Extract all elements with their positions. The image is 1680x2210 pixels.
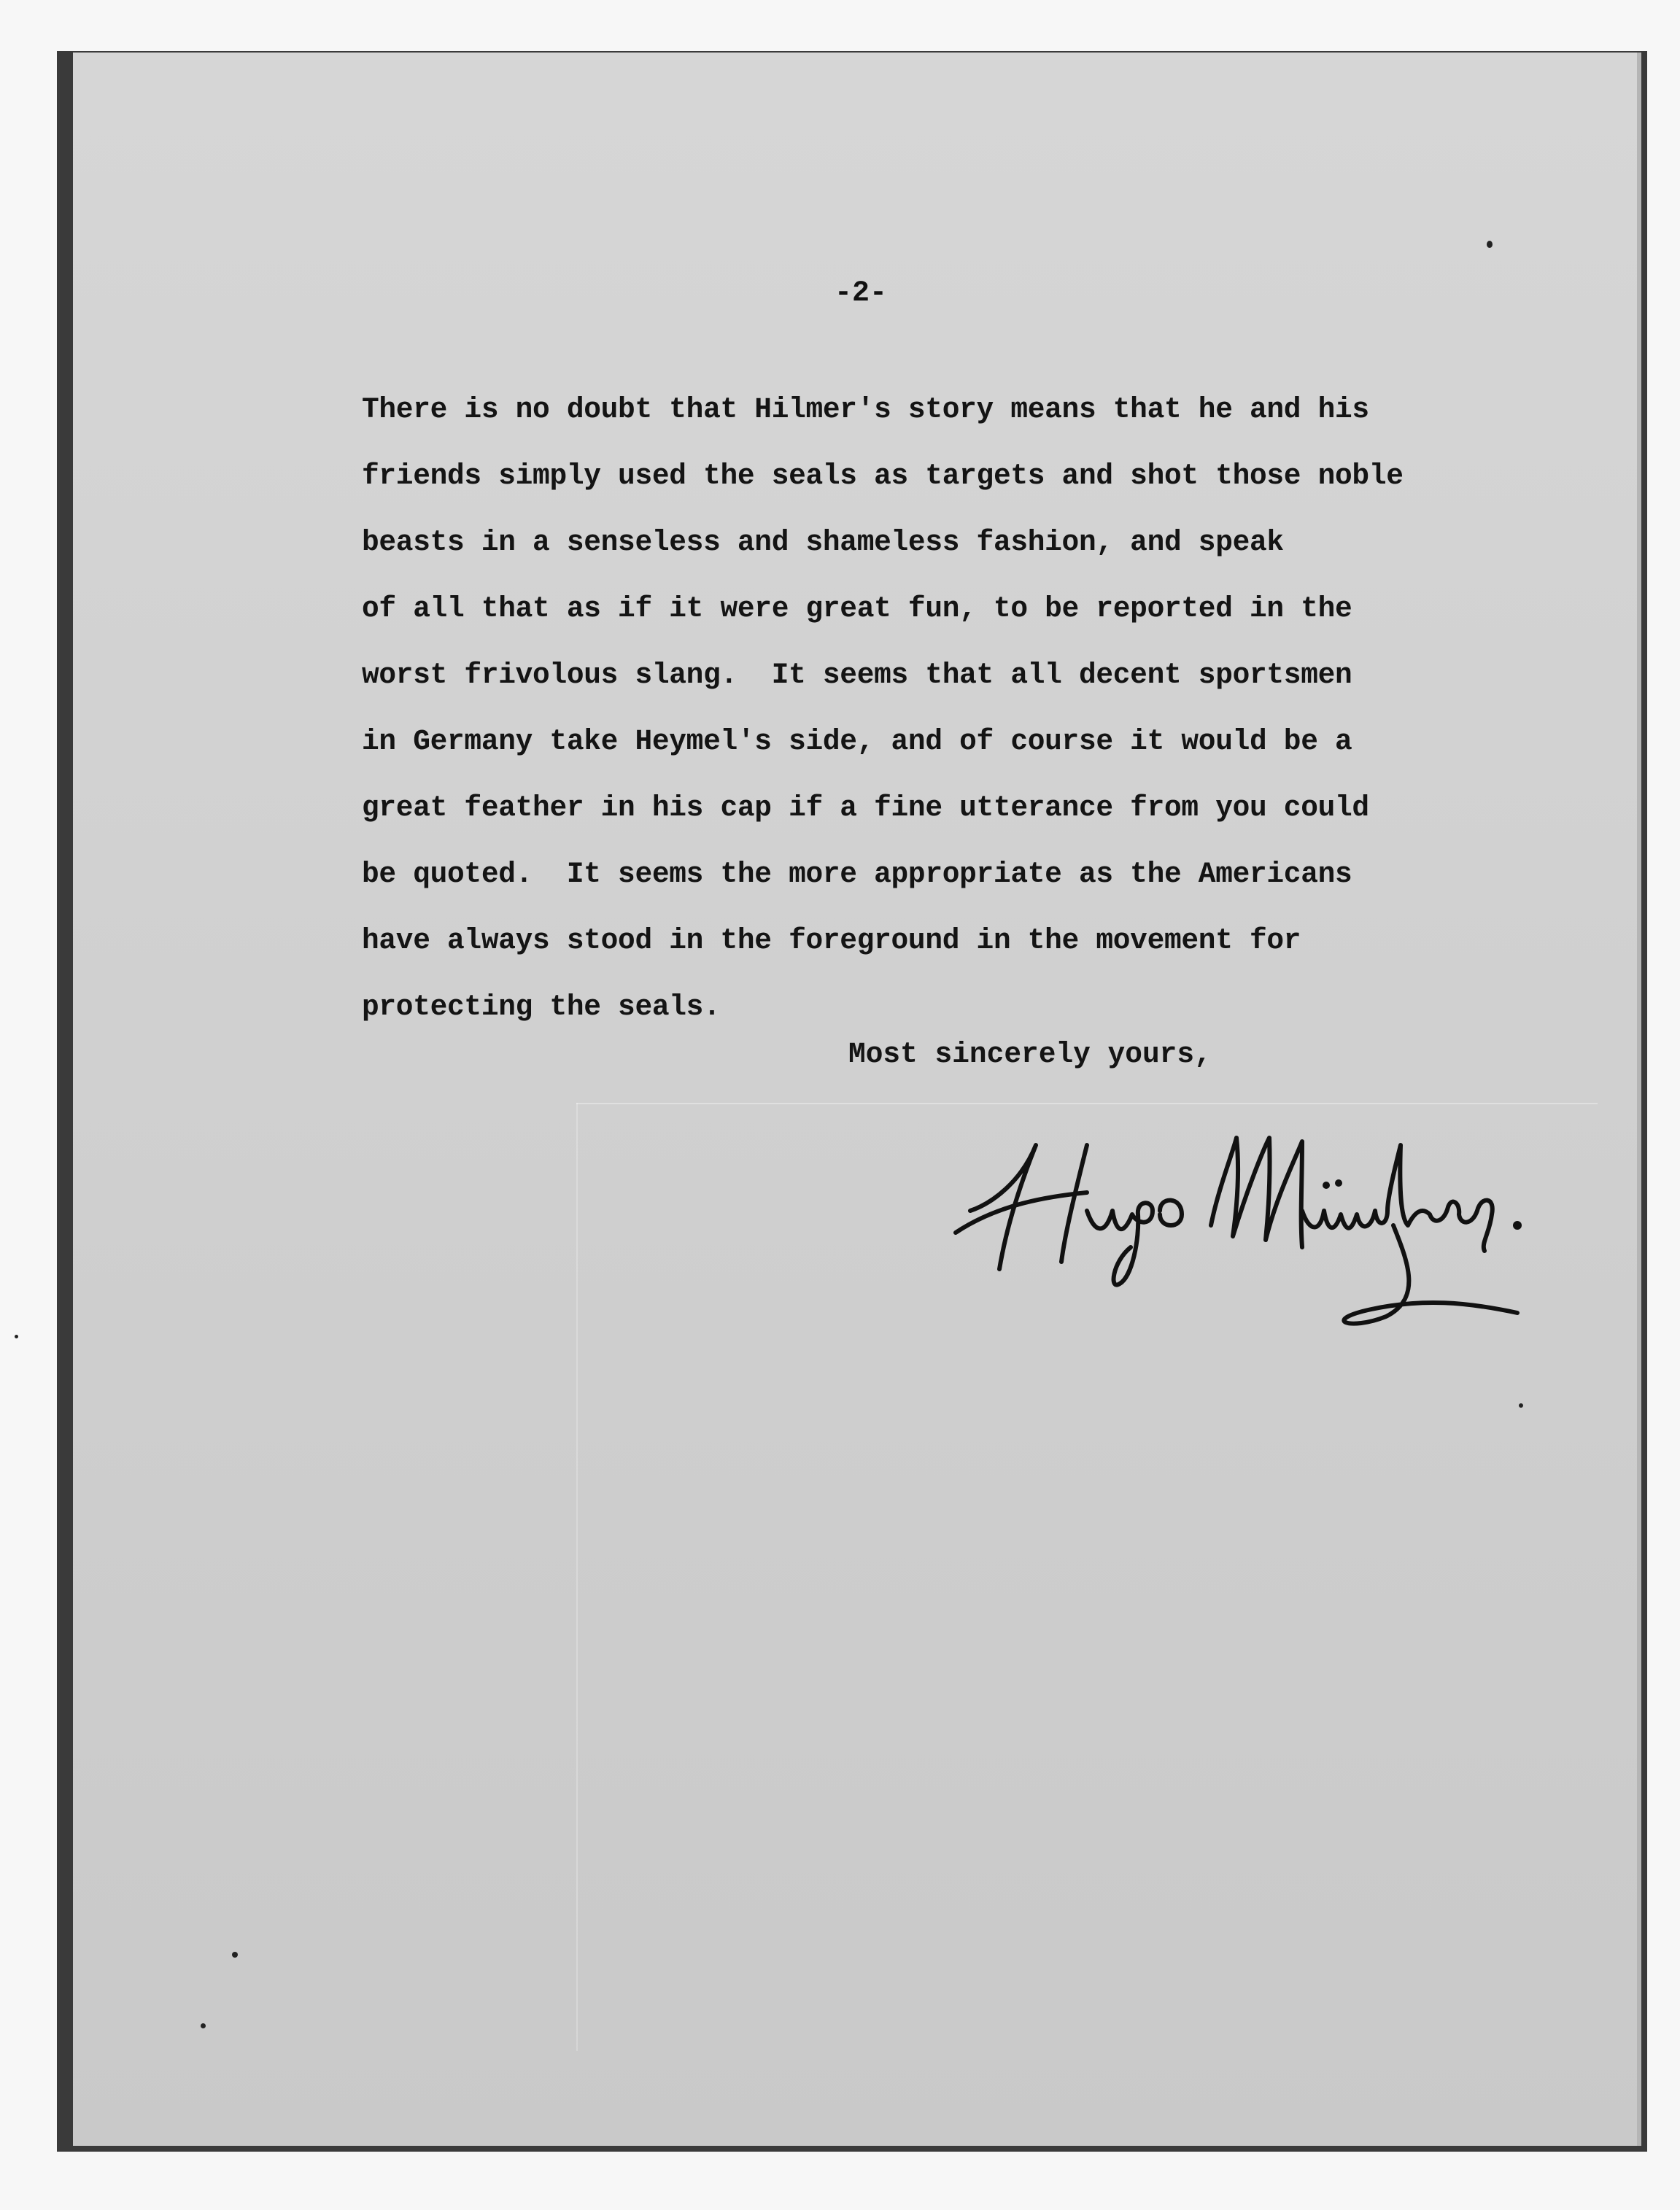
page-number: -2-: [834, 277, 887, 310]
body-line: There is no doubt that Hilmer's story means that he and his: [362, 393, 1369, 426]
letter-body: [362, 376, 1617, 1040]
paper-fold-horizontal: [576, 1103, 1598, 1104]
paper-fold-vertical: [576, 1103, 578, 2051]
body-line: have always stood in the foreground in the movement for: [362, 924, 1301, 957]
handwritten-signature: [941, 1116, 1525, 1335]
letter-page: [73, 53, 1641, 2146]
body-line: be quoted. It seems the more appropriate as the Americans: [362, 858, 1352, 891]
body-line: protecting the seals.: [362, 990, 721, 1023]
body-line: worst frivolous slang. It seems that all decent sportsmen: [362, 659, 1352, 691]
body-line: great feather in his cap if a fine utterance from you could: [362, 791, 1369, 824]
body-line: in Germany take Heymel's side, and of course it would be a: [362, 725, 1352, 758]
body-line: friends simply used the seals as targets and shot those noble: [362, 460, 1404, 492]
body-line: beasts in a senseless and shameless fashion, and speak: [362, 526, 1284, 559]
closing-salutation: Most sincerely yours,: [848, 1038, 1212, 1071]
body-line: of all that as if it were great fun, to be reported in the: [362, 592, 1352, 625]
